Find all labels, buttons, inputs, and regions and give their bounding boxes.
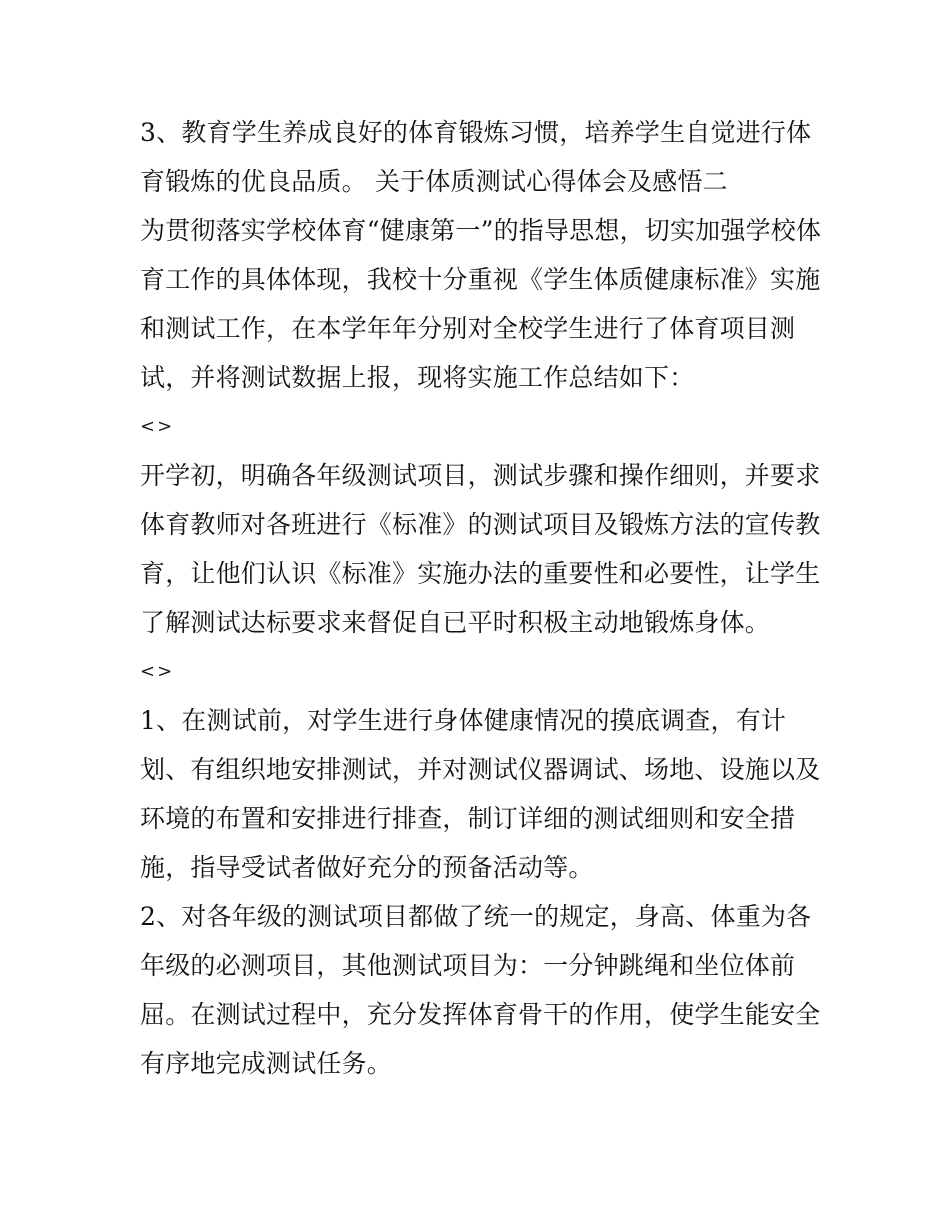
text-line: 环境的布置和安排进行排查，制订详细的测试细则和安全措 — [140, 804, 796, 833]
text-line: 和测试工作，在本学年年分别对全校学生进行了体育项目测 — [140, 314, 796, 343]
text-line: 了解测试达标要求来督促自已平时积极主动地锻炼身体。 — [140, 608, 771, 637]
text-line: 屈。在测试过程中，充分发挥体育骨干的作用，使学生能安全 — [140, 1000, 821, 1029]
text-line: 1、在测试前，对学生进行身体健康情况的摸底调查，有计 — [140, 706, 787, 735]
text-line: 有序地完成测试任务。 — [140, 1049, 393, 1078]
text-line: 开学初，明确各年级测试项目，测试步骤和操作细则，并要求 — [140, 461, 821, 490]
text-line: 育，让他们认识《标准》实施办法的重要性和必要性，让学生 — [140, 559, 821, 588]
text-line: 为贯彻落实学校体育“健康第一”的指导思想，切实加强学校体 — [140, 216, 822, 245]
text-line: 3、教育学生养成良好的体育锻炼习惯，培养学生自觉进行体 — [140, 118, 812, 147]
text-line: 施，指导受试者做好充分的预备活动等。 — [140, 853, 594, 882]
text-line: 体育教师对各班进行《标准》的测试项目及锻炼方法的宣传教 — [140, 510, 821, 539]
text-line: 育锻炼的优良品质。 关于体质测试心得体会及感悟二 — [140, 167, 728, 196]
text-line: 试，并将测试数据上报，现将实施工作总结如下： — [140, 363, 695, 392]
section-marker: <> — [140, 416, 175, 437]
document-body — [140, 108, 820, 1088]
text-line: 2、对各年级的测试项目都做了统一的规定，身高、体重为各 — [140, 902, 812, 931]
text-line: 年级的必测项目，其他测试项目为：一分钟跳绳和坐位体前 — [140, 951, 796, 980]
section-marker: <> — [140, 661, 175, 682]
text-line: 育工作的具体体现，我校十分重视《学生体质健康标准》实施 — [140, 265, 821, 294]
text-line: 划、有组织地安排测试，并对测试仪器调试、场地、设施以及 — [140, 755, 821, 784]
